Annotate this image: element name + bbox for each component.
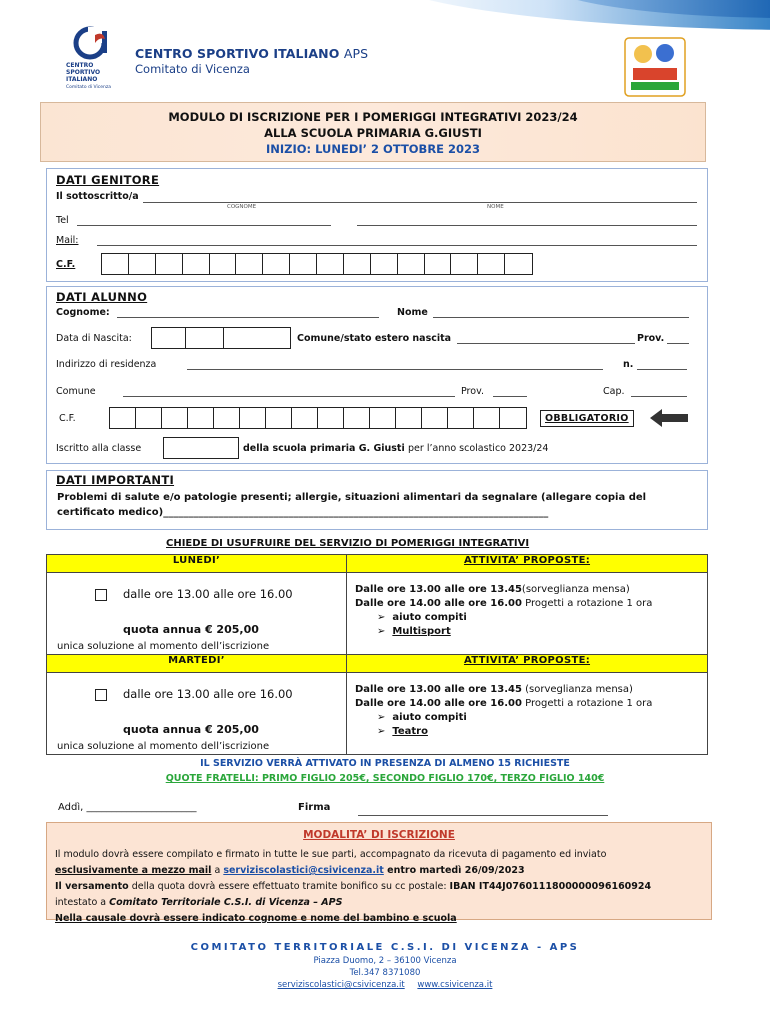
prov-field-2[interactable] (493, 396, 527, 397)
monday-payment-note: unica soluzione al momento dell’iscrizione (57, 641, 270, 652)
student-section-title: DATI ALUNNO (56, 290, 148, 304)
school-label: della scuola primaria G. Giusti per l’anno scolastico 2023/24 (243, 443, 549, 454)
request-title: CHIEDE DI USUFRUIRE DEL SERVIZIO DI POMERIGGI INTEGRATIVI (166, 538, 530, 549)
tuesday-fee: quota annua € 205,00 (123, 723, 259, 736)
student-cf-field[interactable] (109, 407, 527, 429)
student-nome-label: Nome (397, 307, 428, 318)
scuola-logo (623, 36, 687, 98)
footer-tel: Tel.347 8371080 (349, 968, 421, 978)
comune-estero-label: Comune/stato estero nascita (297, 333, 452, 344)
mail-label: Mail: (56, 235, 79, 246)
form-header (40, 102, 706, 162)
comune-label: Comune (56, 386, 96, 397)
org-name: CENTRO SPORTIVO ITALIANO APS (135, 46, 369, 61)
list-item: ➢ Multisport (377, 626, 451, 637)
instructions-title: MODALITA’ DI ISCRIZIONE (303, 829, 455, 841)
footer-address: Piazza Duomo, 2 – 36100 Vicenza (313, 956, 457, 966)
tuesday-option (47, 673, 347, 755)
siblings-notice: QUOTE FRATELLI: PRIMO FIGLIO 205€, SECONDO FIGLIO 170€, TERZO FIGLIO 140€ (165, 773, 605, 784)
monday-fee: quota annua € 205,00 (123, 623, 259, 636)
birth-label: Data di Nascita: (56, 333, 132, 344)
student-section (46, 286, 708, 464)
n-field[interactable] (637, 369, 687, 370)
org-subtitle: Comitato di Vicenza (135, 62, 250, 76)
parent-section-title: DATI GENITORE (56, 173, 160, 187)
monday-activities: Dalle ore 13.00 alle ore 13.45(sorveglianza mensa) Dalle ore 14.00 alle ore 16.00 Progetti a rotazione 1 ora ➢ aiuto compiti ➢ Multisport (347, 573, 708, 655)
list-item: ➢ aiuto compiti (377, 712, 467, 723)
student-cf-label: C.F. (59, 413, 76, 424)
tel-field[interactable] (77, 225, 331, 226)
cap-label: Cap. (603, 386, 625, 397)
tuesday-checkbox[interactable] (95, 689, 107, 701)
parent-cf-field[interactable] (101, 253, 533, 275)
parent-section (46, 168, 708, 282)
address-field[interactable] (187, 369, 603, 370)
address-label: Indirizzo di residenza (56, 359, 157, 370)
cap-field[interactable] (631, 396, 687, 397)
list-item: ➢ aiuto compiti (377, 612, 467, 623)
svg-text:Comitato di Vicenza: Comitato di Vicenza (66, 85, 111, 90)
day-header-monday: LUNEDI’ (47, 555, 347, 573)
signed-label: Il sottoscritto/a (56, 191, 139, 202)
list-item: ➢ Teatro (377, 726, 428, 737)
svg-text:SPORTIVO: SPORTIVO (66, 69, 101, 76)
prov-label-1: Prov. (637, 333, 665, 344)
class-label: Iscritto alla classe (56, 443, 142, 454)
birth-date-field[interactable] (151, 327, 291, 349)
footer-org: COMITATO TERRITORIALE C.S.I. DI VICENZA - APS (190, 942, 580, 953)
comune-estero-field[interactable] (457, 343, 635, 344)
student-nome-field[interactable] (433, 317, 689, 318)
signature-field[interactable] (358, 815, 608, 816)
csi-logo (62, 25, 132, 97)
activities-header-tuesday: ATTIVITA’ PROPOSTE: (347, 655, 708, 673)
form-title: MODULO DI ISCRIZIONE PER I POMERIGGI INTEGRATIVI 2023/24 (168, 110, 578, 124)
arrow-left-icon (650, 409, 688, 427)
place-date-field[interactable]: Addì, ______________________ (58, 802, 197, 813)
mail-field[interactable] (97, 245, 697, 246)
important-section (46, 470, 708, 530)
footer-links (0, 980, 770, 990)
monday-option (47, 573, 347, 655)
tuesday-activities: Dalle ore 13.00 alle ore 13.45 (sorveglianza mensa) Dalle ore 14.00 alle ore 16.00 Progetti a rotazione 1 ora ➢ aiuto compiti ➢ Teatro (347, 673, 708, 755)
important-text: Problemi di salute e/o patologie presenti; allergie, situazioni alimentari da segnalare (allegare copia del certificato medico)_____________________________________________________________________________ (57, 492, 647, 518)
parent-name-field[interactable] (143, 202, 697, 203)
email-link[interactable]: serviziscolastici@csivicenza.it (223, 865, 384, 876)
student-cognome-field[interactable] (117, 317, 379, 318)
activation-notice: IL SERVIZIO VERRÀ ATTIVATO IN PRESENZA DI ALMENO 15 RICHIESTE (200, 758, 570, 769)
form-start-date: INIZIO: LUNEDI’ 2 OTTOBRE 2023 (265, 142, 481, 156)
footer-email-link[interactable]: serviziscolastici@csivicenza.it (277, 980, 405, 990)
n-label: n. (623, 359, 634, 370)
instructions-text: Il modulo dovrà essere compilato e firmato in tutte le sue parti, accompagnato da ricevuta di pagamento ed inviato esclusivamente a mezzo mail a serviziscolastici@csivicenza.it entro martedì 26/09/2023 Il versamento della quota dovrà essere effettuato tramite bonifico su cc postale: IBAN IT44J0760111800000096160924 intestato a Comitato Territoriale C.S.I. di Vicenza – APS Nella causale dovrà essere indicato cognome e nome del bambino e scuola (55, 849, 652, 924)
nome-hint: NOME (487, 204, 504, 210)
svg-text:ITALIANO: ITALIANO (66, 76, 98, 83)
student-cognome-label: Cognome: (56, 307, 110, 318)
important-title: DATI IMPORTANTI (56, 473, 175, 487)
enrollment-instructions (46, 822, 712, 924)
prov-field-1[interactable] (667, 343, 689, 344)
tel-field-2[interactable] (357, 225, 697, 226)
tel-label: Tel (56, 215, 69, 226)
prov-label-2: Prov. (461, 386, 484, 397)
comune-field[interactable] (123, 396, 455, 397)
tuesday-slot: dalle ore 13.00 alle ore 16.00 (123, 687, 293, 701)
required-badge: OBBLIGATORIO (540, 410, 634, 427)
monday-checkbox[interactable] (95, 589, 107, 601)
monday-slot: dalle ore 13.00 alle ore 16.00 (123, 587, 293, 601)
day-header-tuesday: MARTEDI’ (47, 655, 347, 673)
signature-label: Firma (298, 802, 331, 813)
footer-site-link[interactable]: www.csivicenza.it (417, 980, 493, 990)
services-table (46, 554, 708, 755)
form-school: ALLA SCUOLA PRIMARIA G.GIUSTI (264, 126, 482, 140)
svg-text:CENTRO: CENTRO (66, 62, 94, 69)
parent-cf-label: C.F. (56, 259, 76, 270)
cognome-hint: COGNOME (227, 204, 257, 210)
class-field[interactable] (163, 437, 239, 459)
activities-header-monday: ATTIVITA’ PROPOSTE: (347, 555, 708, 573)
tuesday-payment-note: unica soluzione al momento dell’iscrizione (57, 741, 270, 752)
